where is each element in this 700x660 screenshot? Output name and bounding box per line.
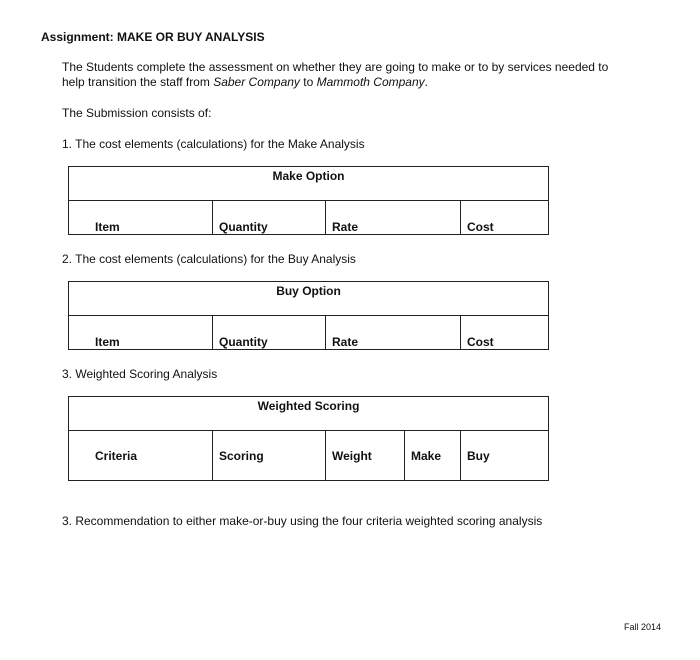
company-mammoth: Mammoth Company — [316, 75, 425, 89]
make-col-rate: Rate — [326, 201, 461, 235]
buy-col-item: Item — [69, 316, 213, 350]
document-title: Assignment: MAKE OR BUY ANALYSIS — [41, 30, 265, 44]
list-item-scoring: 3. Weighted Scoring Analysis — [62, 367, 218, 381]
footer-date: Fall 2014 — [624, 622, 662, 632]
intro-paragraph — [62, 60, 622, 90]
make-col-quantity: Quantity — [213, 201, 326, 235]
make-col-cost: Cost — [461, 201, 549, 235]
list-item-buy: 2. The cost elements (calculations) for the Buy Analysis — [62, 252, 356, 266]
scoring-table-title: Weighted Scoring — [69, 397, 549, 431]
buy-col-rate: Rate — [326, 316, 461, 350]
buy-table-title: Buy Option — [69, 282, 549, 316]
company-saber: Saber Company — [213, 75, 300, 89]
scoring-col-weight: Weight — [326, 431, 405, 481]
make-option-table — [68, 166, 549, 235]
scoring-col-criteria: Criteria — [69, 431, 213, 481]
list-item-recommendation: 3. Recommendation to either make-or-buy using the four criteria weighted scoring analysis — [62, 514, 543, 528]
intro-end: . — [424, 75, 428, 89]
scoring-col-scoring: Scoring — [213, 431, 326, 481]
buy-option-table — [68, 281, 549, 350]
buy-col-cost: Cost — [461, 316, 549, 350]
intro-to: to — [299, 75, 317, 89]
scoring-col-buy: Buy — [461, 431, 549, 481]
intro-text: The Students complete the assessment on whether they are going to make or to by services needed to help transition the staff from — [62, 60, 609, 89]
list-item-make: 1. The cost elements (calculations) for the Make Analysis — [62, 137, 365, 151]
scoring-col-make: Make — [405, 431, 461, 481]
make-table-title: Make Option — [69, 167, 549, 201]
buy-col-quantity: Quantity — [213, 316, 326, 350]
make-col-item: Item — [69, 201, 213, 235]
weighted-scoring-table — [68, 396, 549, 481]
submission-label: The Submission consists of: — [62, 106, 212, 120]
